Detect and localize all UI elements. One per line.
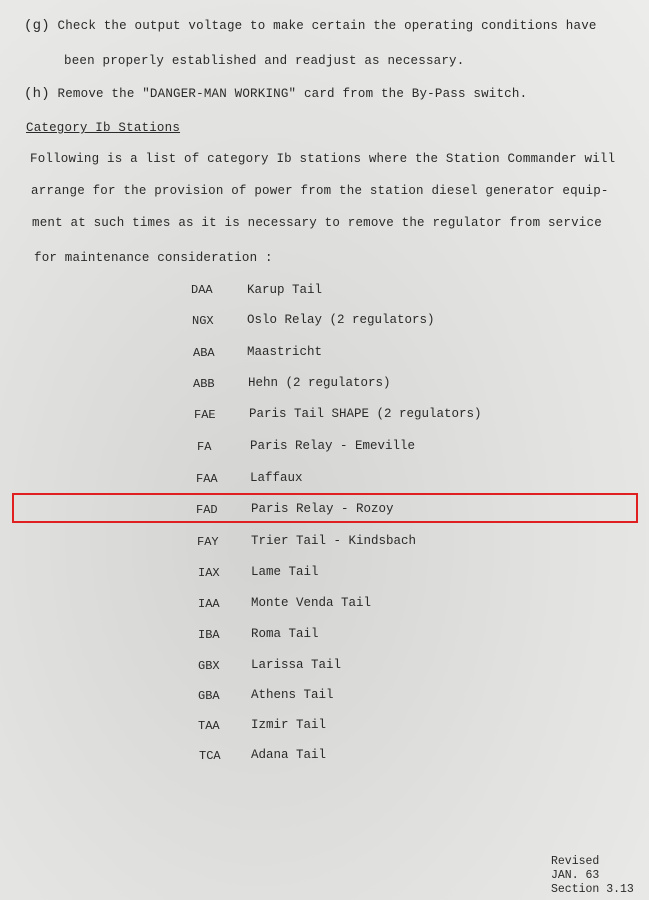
station-code: TAA [198, 719, 220, 733]
station-code: FAE [194, 408, 216, 422]
station-code: ABA [193, 346, 215, 360]
station-name: Larissa Tail [251, 658, 342, 672]
paragraph-h-marker: (h) [24, 86, 50, 102]
station-name: Lame Tail [251, 565, 319, 579]
station-name: Oslo Relay (2 regulators) [247, 313, 435, 327]
station-code: GBX [198, 659, 220, 673]
station-name: Adana Tail [251, 748, 327, 762]
station-code: IAX [198, 566, 220, 580]
intro-line-2: arrange for the provision of power from the station diesel generator equip- [31, 184, 609, 198]
station-name: Paris Relay - Emeville [250, 439, 416, 453]
paragraph-h-line-1: Remove the "DANGER-MAN WORKING" card from the By-Pass switch. [57, 87, 528, 101]
station-code: FAD [196, 503, 218, 517]
paragraph-g-marker: (g) [24, 18, 50, 34]
station-code: FAA [196, 472, 218, 486]
paragraph-h [24, 86, 527, 102]
section-heading: Category Ib Stations [26, 121, 181, 135]
station-code: GBA [198, 689, 220, 703]
station-code: IBA [198, 628, 220, 642]
station-name: Monte Venda Tail [251, 596, 372, 610]
station-name: Athens Tail [251, 688, 334, 702]
station-code: FA [197, 440, 212, 454]
station-code: FAY [197, 535, 219, 549]
station-code: NGX [192, 314, 214, 328]
intro-line-3: ment at such times as it is necessary to remove the regulator from service [32, 216, 602, 230]
paragraph-g-line-1: Check the output voltage to make certain the operating conditions have [57, 19, 597, 33]
station-code: IAA [198, 597, 220, 611]
station-name: Maastricht [247, 345, 323, 359]
station-name: Trier Tail - Kindsbach [251, 534, 417, 548]
station-code: ABB [193, 377, 215, 391]
station-name: Roma Tail [251, 627, 319, 641]
paragraph-g [24, 18, 597, 34]
station-name: Izmir Tail [251, 718, 327, 732]
station-code: TCA [199, 749, 221, 763]
station-name: Laffaux [250, 471, 303, 485]
footer-section: Section 3.13 [551, 883, 634, 896]
intro-line-4: for maintenance consideration : [34, 251, 273, 265]
highlight-box [12, 493, 638, 523]
station-name: Hehn (2 regulators) [248, 376, 391, 390]
station-code: DAA [191, 283, 213, 297]
station-name: Paris Tail SHAPE (2 regulators) [249, 407, 482, 421]
paragraph-g-line-2: been properly established and readjust as necessary. [64, 54, 465, 68]
intro-line-1: Following is a list of category Ib stations where the Station Commander will [30, 152, 616, 166]
footer-revised: Revised [551, 855, 600, 868]
station-name: Karup Tail [247, 283, 323, 297]
station-name: Paris Relay - Rozoy [251, 502, 394, 516]
footer-date: JAN. 63 [551, 869, 600, 882]
